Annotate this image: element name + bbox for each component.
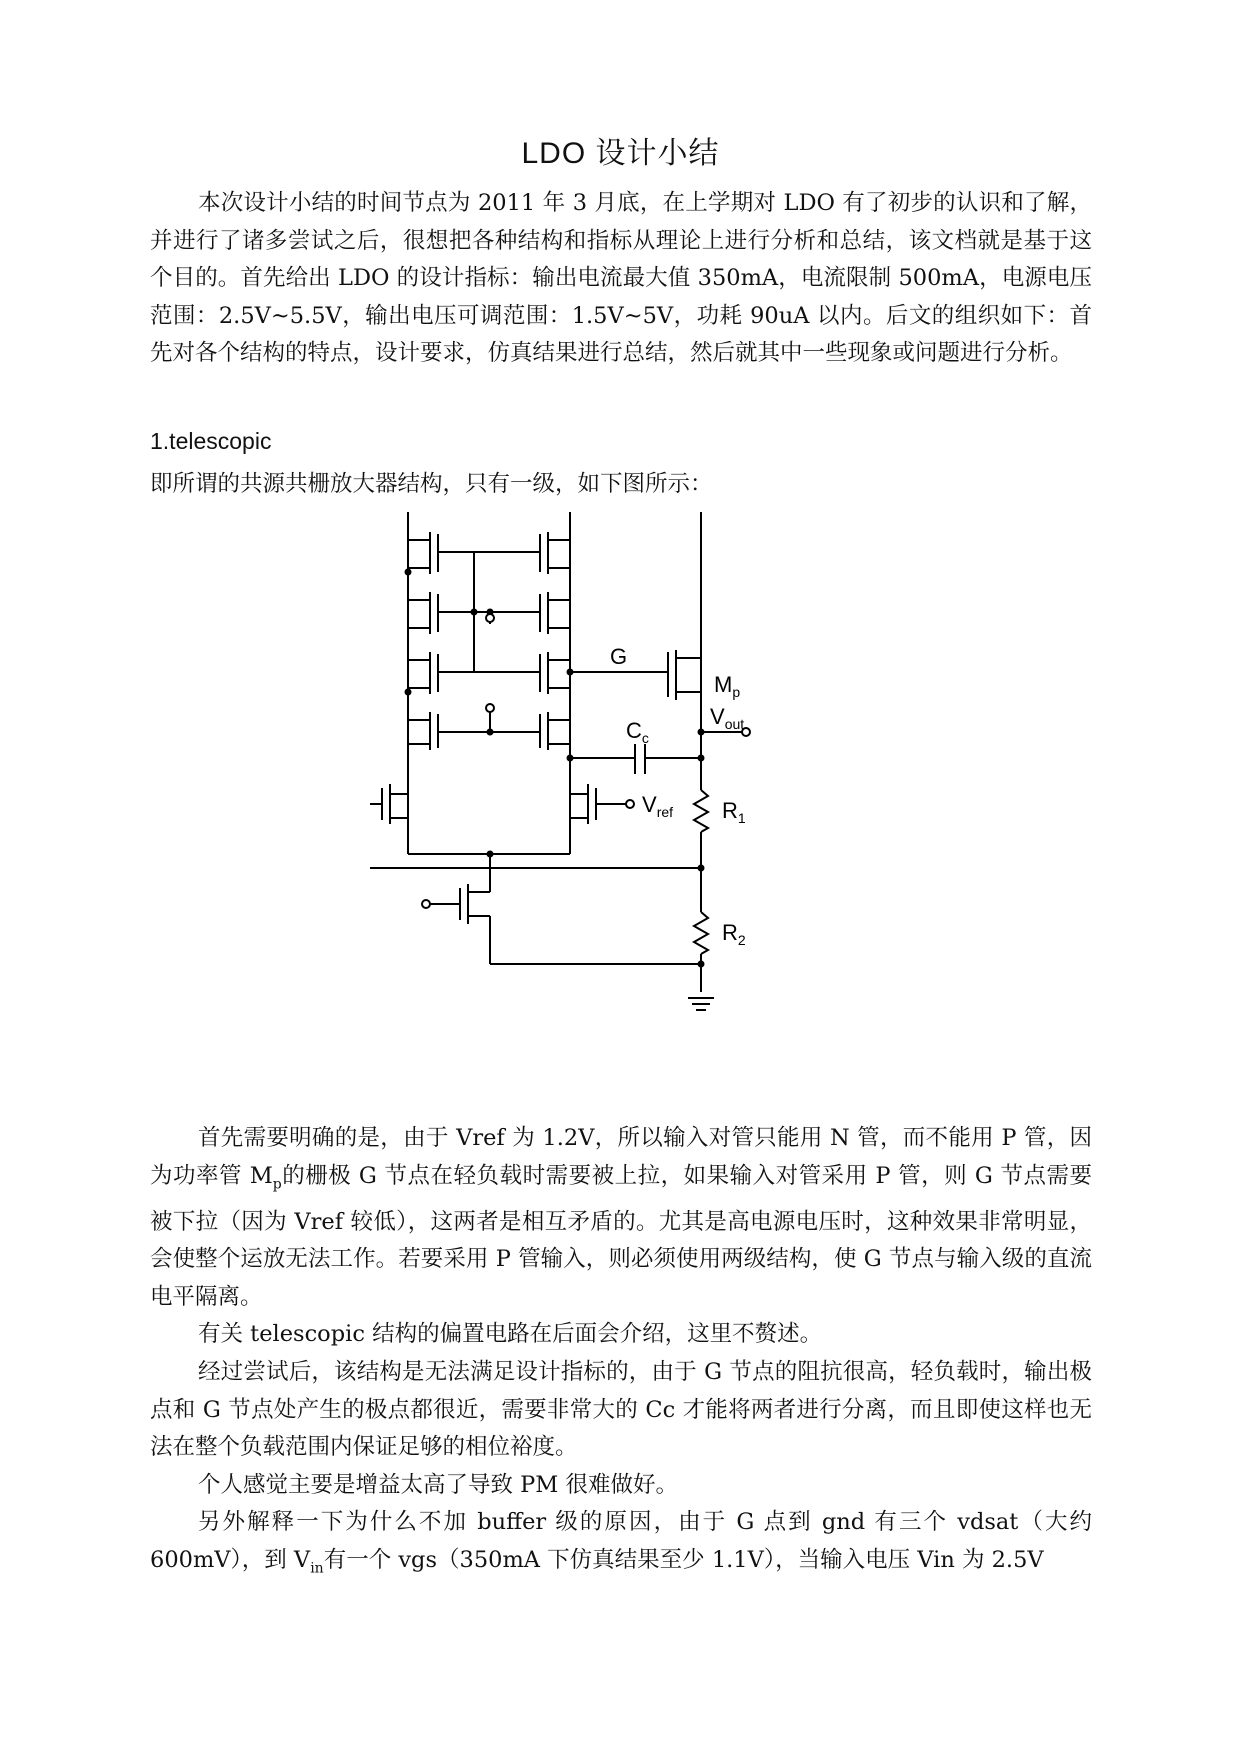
analysis-section bbox=[150, 1120, 1092, 1588]
vref-label: $V_{ref}$ bbox=[642, 792, 674, 820]
paragraph-opinion: 个人感觉主要是增益太高了导致 PM 很难做好。 bbox=[198, 1471, 678, 1498]
ldo-telescopic-schematic bbox=[370, 512, 870, 1122]
paragraph-result: 经过尝试后，该结构是无法满足设计指标的，由于 G 节点的阻抗很高，轻负载时，输出极点和 G 节点处产生的极点都很近，需要非常大的 Cc 才能将两者进行分离，而且即使这样也无法在整个负载范围内保证足够的相位裕度。 bbox=[150, 1359, 1092, 1461]
vout-label: $V_{out}$ bbox=[710, 704, 745, 732]
document-title: LDO 设计小结 bbox=[521, 137, 720, 170]
intro-paragraph: 本次设计小结的时间节点为 2011 年 3 月底，在上学期对 LDO 有了初步的认识和了解，并进行了诸多尝试之后，很想把各种结构和指标从理论上进行分析和总结，该文档就是基于这个目的。首先给出 LDO 的设计指标：输出电流最大值 350mA，电流限制 500mA，电源电压范围：2.5V~5.5V，输出电压可调范围：1.5V~5V，功耗 90uA 以内。后文的组织如下：首先对各个结构的特点，设计要求，仿真结果进行总结，然后就其中一些现象或问题进行分析。 bbox=[150, 190, 1092, 366]
paragraph-bias-note: 有关 telescopic 结构的偏置电路在后面会介绍，这里不赘述。 bbox=[198, 1321, 823, 1348]
paragraph-input-pair: 首先需要明确的是，由于 Vref 为 1.2V，所以输入对管只能用 N 管，而不能用 P 管，因为功率管 $M_p$的栅极 G 节点在轻负载时需要被上拉，如果输入对管采用 P 管，则 G 节点需要被下拉（因为 Vref 较低），这两者是相互矛盾的。尤其是高电源电压时，这种效果非常明显，会使整个运放无法工作。若要采用 P 管输入，则必须使用两级结构，使 G 节点与输入级的直流电平隔离。 bbox=[150, 1125, 1092, 1310]
r1-label: $R_1$ bbox=[722, 798, 746, 826]
cc-label: $C_c$ bbox=[626, 718, 649, 746]
paragraph-buffer: 另外解释一下为什么不加 buffer 级的原因，由于 G 点到 gnd 有三个 vdsat（大约 600mV），到 $V_{in}$有一个 vgs（350mA 下仿真结果至少 1.1V），当输入电压 Vin 为 2.5V bbox=[150, 1509, 1092, 1577]
section-intro: 即所谓的共源共栅放大器结构，只有一级，如下图所示： bbox=[150, 471, 713, 497]
section-heading: 1.telescopic bbox=[150, 428, 272, 454]
mp-label: $M_p$ bbox=[714, 672, 741, 700]
r2-label: $R_2$ bbox=[722, 920, 746, 948]
g-node-label: G bbox=[610, 644, 628, 669]
